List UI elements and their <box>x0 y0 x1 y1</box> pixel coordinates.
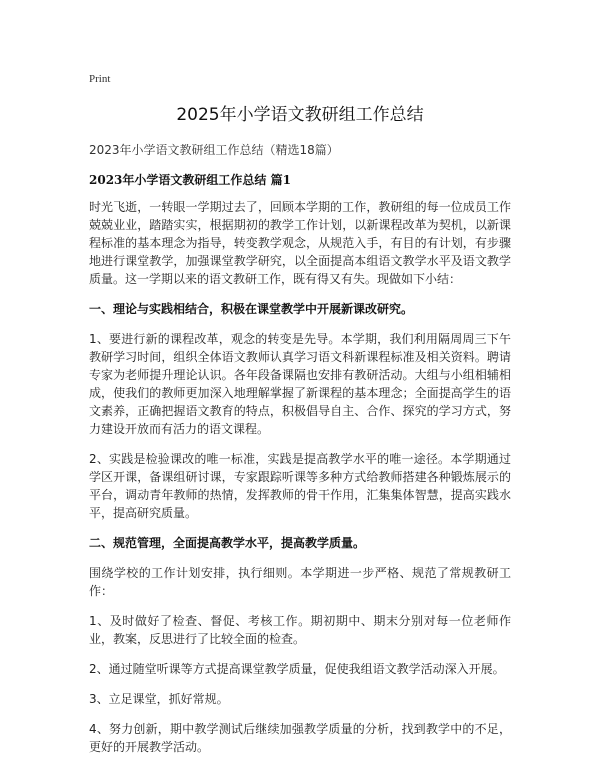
paragraph-7: 4、努力创新，期中教学测试后继续加强教学质量的分析，找到教学中的不足，更好的开展教学活动。 <box>89 722 511 754</box>
intro-paragraph: 时光飞逝，一转眼一学期过去了，回顾本学期的工作，教研组的每一位成员工作兢兢业业，踏踏实实，根据期初的教学工作计划，以新课程改革为契机，以新课程标准的基本理念为指导，转变教学观念，从规范入手，有目的有计划，有步骤地进行课堂教学，加强课堂教学研究，以全面提高本组语文教学水平及语文教学质量。这一学期以来的语文教研工作，既有得又有失。现做如下小结： <box>89 200 511 286</box>
paragraph-4: 1、及时做好了检查、督促、考核工作。期初期中、期末分别对每一位老师作业，教案，反思进行了比较全面的检查。 <box>89 614 511 646</box>
print-link[interactable]: Print <box>89 73 111 85</box>
document-subtitle: 2023年小学语文教研组工作总结（精选18篇） <box>89 143 339 157</box>
paragraph-6: 3、立足课堂，抓好常规。 <box>89 692 229 706</box>
paragraph-1: 1、要进行新的课程改革，观念的转变是先导。本学期，我们利用隔周周三下午教研学习时间，组织全体语文教师认真学习语文科新课程标准及相关资料。聘请专家为老师提升理论认识。各年段备课隔也安排有教研活动。大组与小组相辅相成，使我们的教师更加深入地理解掌握了新课程的基本理念；全面提高学生的语文素养，正确把握语文教育的特点，积极倡导自主、合作、探究的学习方式，努力建设开放而有活力的语文课程。 <box>89 332 511 436</box>
section-heading-1: 一、理论与实践相结合，积极在课堂教学中开展新课改研究。 <box>89 302 414 316</box>
paragraph-3: 围绕学校的工作计划安排，执行细则。本学期进一步严格、规范了常规教研工作： <box>89 566 511 598</box>
section-heading-2: 二、规范管理，全面提高教学水平，提高教学质量。 <box>89 536 366 550</box>
section-title: 2023年小学语文教研组工作总结 篇1 <box>89 173 291 187</box>
page-title: 2025年小学语文教研组工作总结 <box>176 105 424 125</box>
paragraph-2: 2、实践是检验课改的唯一标准，实践是提高教学水平的唯一途径。本学期通过学区开课，备课组研讨课，专家跟踪听课等多种方式给教师搭建各种锻炼展示的平台，调动青年教师的热情，发挥教师的骨干作用，汇集集体智慧，提高实践水平，提高研究质量。 <box>89 452 511 520</box>
paragraph-5: 2、通过随堂听课等方式提高课堂教学质量，促使我组语文教学活动深入开展。 <box>89 662 505 676</box>
